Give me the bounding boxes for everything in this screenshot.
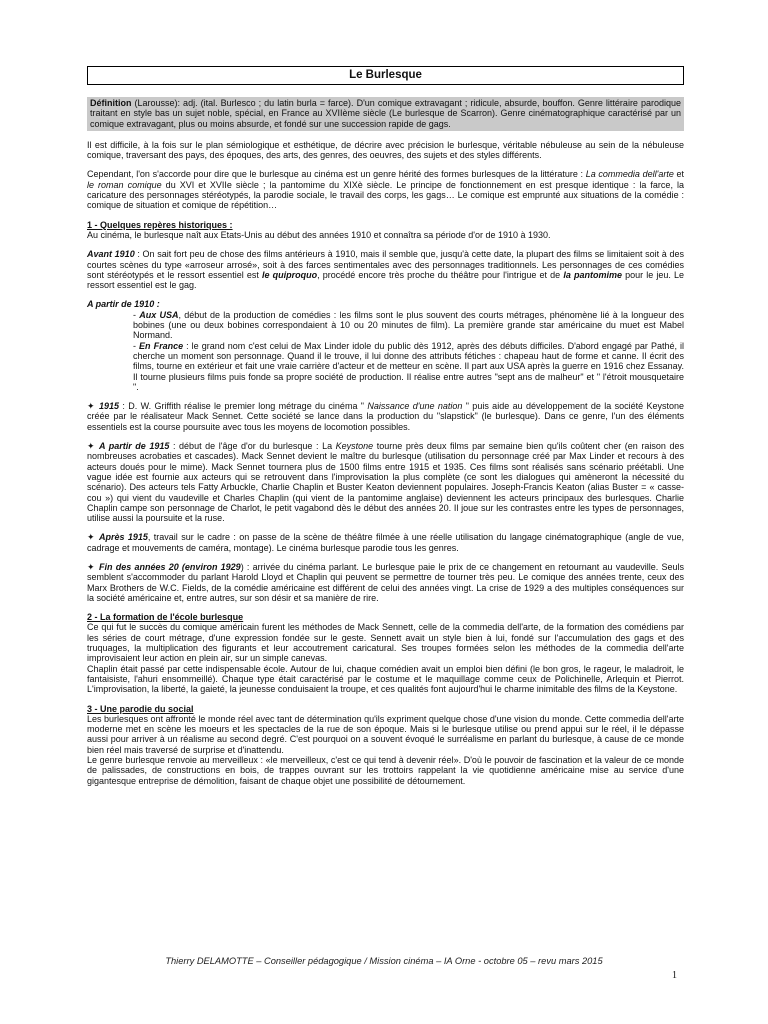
bullet-1915-paragraph: ✦ 1915 : D. W. Griffith réalise le premier long métrage du cinéma " Naissance d'une nation " puis aide au développement de la société Keystone créée par le réalisateur Mack Sennet. Cette société se lance dans la production du "slapstick" (le burlesque). Dans ce genre, l'un des éléments essentiels est la course poursuite avec tous les moyens de locomotion possibles. [87, 401, 684, 432]
document-title: Le Burlesque [87, 66, 684, 85]
page-number: 1 [672, 970, 677, 981]
definition-label: Définition [90, 98, 132, 108]
bullet-icon: ✦ [87, 561, 95, 572]
bullet-icon: ✦ [87, 441, 95, 452]
bullet-fin-annees-20-paragraph: ✦ Fin des années 20 (environ 1929) : arrivée du cinéma parlant. Le burlesque paie le prix de ce changement en retournant au vaudeville. Seuls semblent s'accommoder du parlant Harold Lloyd et Chaplin qui peuvent se permettre de tourner très peu. Le comique des années trente, ceux des Marx Brothers de W.C. Fields, de la comédie américaine est différent de celui des années vingt. La crise de 1929 a des multiples conséquences sur la société américaine et, entre autres, sur son désir et sa manière de rire. [87, 561, 684, 603]
section-3-paragraph-1: Les burlesques ont affronté le monde réel avec tant de détermination qu'ils expriment quelque chose d'une vision du monde. Cette commedia dell'arte moderne met en scène les moeurs et les spectacles de la rue de son époque. Mais si le burlesque utilise ou prend appui sur le réel, il le dépasse aussi pour arriver à un réalisme au second degré. C'est pourquoi on a souvent évoqué le surréalisme en parlant du burlesque, à cause de ce monde bien réel mais traversé de surprise et d'inattendu. [87, 713, 684, 755]
intro-paragraph-1: Il est difficile, à la fois sur le plan sémiologique et esthétique, de décrire avec précision le burlesque, véritable nébuleuse au sein de la nébuleuse comique, traversant des pays, des époques, des arts, des genres, des oeuvres, des sujets et des styles différents. [87, 139, 684, 161]
bullet-icon: ✦ [87, 532, 95, 543]
section-heading-3: 3 - Une parodie du social [87, 703, 194, 714]
usa-paragraph: - Aux USA, début de la production de comédies : les films sont le plus souvent des courts métrages, phénomène lié à la longueur des bobines (une ou deux bobines correspondaient à 10 ou 20 minutes de film). La première grande star américaine du muet est Mabel Normand. [133, 309, 685, 341]
section-2-paragraph-2: Chaplin était passé par cette indispensable école. Autour de lui, chaque comédien avait un emploi bien défini (le bon gros, le rageur, le maladroit, le fantaisiste, l'ahuri ensommeillé). Chaque type était caractérisé par le costume et le maquillage comme ceux de Polichinelle, Arlequin et Pierrot. L'improvisation, la liberté, la gaieté, la jeunesse conduisaient la troupe, et ces qualités font aujourd'hui le charme inimitable des films de la Keystone. [87, 663, 684, 695]
avant-1910-paragraph: Avant 1910 : On sait fort peu de chose des films antérieurs à 1910, mais il semble que, jusqu'à cette date, la plupart des films se limitaient soit à des courtes scènes du type «arroseur arrosé», soit à des farces sentimentales avec des personnages traditionnels. Les personnages de ces comédies sont stéréotypés et le ressort essentiel est le quiproquo, procédé encore très proche du théâtre pour l'intrigue et de la pantomime pour le jeu. Le ressort essentiel est le gag. [87, 249, 684, 291]
section-3-paragraph-2: Le genre burlesque renvoie au merveilleux : «le merveilleux, c'est ce qui tend à devenir réel». D'où le pouvoir de fascination et la valeur de ce monde de palissades, de constructions en bois, de trappes ouvrant sur les trottoirs rappelant la vie quotidienne américaine mise au service d'une gigantesque entreprise de démolition, faisant de chaque objet une possibilité de détournement. [87, 755, 684, 786]
definition-block [87, 97, 684, 131]
page-footer: Thierry DELAMOTTE – Conseiller pédagogique / Mission cinéma – IA Orne - octobre 05 – revu mars 2015 [165, 956, 603, 966]
bullet-a-partir-1915-paragraph: ✦ A partir de 1915 : début de l'âge d'or du burlesque : La Keystone tourne près deux films par semaine bien qu'ils coûtent cher (en raison des nombreuses acrobaties et cascades). Mack Sennet devient le maître du burlesque (utilisation du personnage créé par Max Linder et recours à des acteurs doués pour le mime). Mack Sennet tournera plus de 1500 films entre 1915 et 1935. Ces films sont réalisés sans scénario préétabli. Une vague idée est fournie aux acteurs qui se retrouvent dans l'improvisation la plus complète (ce sont les dialogues qui amèneront la nécessité du scénario). Des acteurs tels Fatty Arbuckle, Charlie Chaplin et Buster Keaton deviennent populaires. Joseph-Francis Keaton (alias Buster = « casse-cou ») qui vient du vaudeville et Charles Chaplin (qui vient de la pantomime anglaise) deviennent les acteurs principaux des burlesques. Charlie Chaplin campe son personnage de Charlot, le petit vagabond dès le début des années 20. Il joue sur les contrastes entre les types de personnages, utilise aussi la poursuite et la ruse. [87, 441, 684, 524]
bullet-icon: ✦ [87, 401, 95, 412]
section-1-intro: Au cinéma, le burlesque naît aux Etats-Unis au début des années 1910 et connaîtra sa période d'or de 1910 à 1930. [87, 229, 551, 240]
a-partir-1910-label: A partir de 1910 : [87, 299, 160, 310]
section-2-paragraph-1: Ce qui fut le succès du comique américain furent les méthodes de Mack Sennett, celle de la commedia dell'arte, de la formation des comédiens par les séries de court métrage, d'une expression fondée sur le geste. Sennett avait un style bien à lui, fondé sur l'accumulation des gags et des truquages, la multiplication des figurants et leur accoutrement caricatural. Ses troupes formées selon les méthodes de la commedia dell'arte improvisaient leur action en plein air, sur un simple canevas. [87, 622, 684, 664]
section-heading-2: 2 - La formation de l'école burlesque [87, 612, 244, 623]
definition-text: (Larousse): adj. (ital. Burlesco ; du latin burla = farce). D'un comique extravagant ; ridicule, absurde, bouffon. Genre littéraire parodique traitant en style bas un sujet noble, spécial, en France au XVIIème siècle (Le burlesque de Scarron). Genre cinématographique caractérisé par un comique extravagant, plus ou moins absurde, et fondé sur une succession rapide de gags. [90, 98, 681, 129]
document-page [87, 66, 684, 786]
intro-paragraph-2: Cependant, l'on s'accorde pour dire que le burlesque au cinéma est un genre hérité des formes burlesques de la littérature : La commedia dell'arte et le roman comique du XVI et XVIIe siècle ; la pantomime du XIXè siècle. Le principe de fonctionnement en est presque identique : la farce, la caricature des personnages stéréotypés, la parodie sociale, le travail des corps, les gags… Le comique est emprunté aux situations de la comédie : comique de situation et comique de répétition… [87, 169, 685, 211]
section-heading-1: 1 - Quelques repères historiques : [87, 219, 233, 230]
bullet-apres-1915-paragraph: ✦ Après 1915, travail sur le cadre : on passe de la scène de théâtre filmée à une réelle utilisation du langage cinématographique (angle de vue, cadrage et mouvements de caméra, montage). Le cinéma burlesque parodie tous les genres. [87, 532, 684, 553]
france-paragraph: - En France : le grand nom c'est celui de Max Linder idole du public dès 1912, après des débuts difficiles. D'abord engagé par Pathé, il cherche un moment son personnage. Quand il le trouve, il lui donne des attributs fétiches : chapeau haut de forme et canne. Il écrit des films, tourne en extérieur et fait une vraie carrière d'acteur et de metteur en scène. Il part aux USA après la guerre en 1916 chez Essanay. Il tourne plusieurs films puis fonde sa propre société de production. Il réalise entre autres "sept ans de malheur" et " l'étroit mousquetaire ". [133, 340, 685, 392]
